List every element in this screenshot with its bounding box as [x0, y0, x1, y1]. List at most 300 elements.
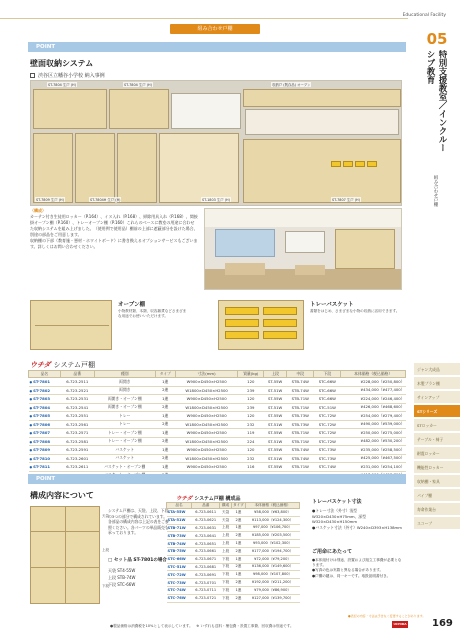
table-cell: 1連	[231, 540, 245, 548]
table-cell: 上段	[220, 547, 231, 555]
table-cell: STB-73W	[287, 420, 314, 429]
table-cell: 2連	[231, 547, 245, 555]
table-cell: W1800×D450×H2500	[175, 420, 238, 429]
table-cell: STC-74W	[314, 463, 341, 472]
table-cell: 232	[238, 454, 264, 463]
order-note: ●戸棚の鍵は、同一キーです。取扱説明書付き。	[312, 573, 391, 578]
table-row	[29, 429, 406, 438]
component-code: STC-74W	[167, 586, 192, 594]
table-cell: ST-51W	[264, 403, 287, 412]
table-cell: W900×D450×H2500	[175, 463, 238, 472]
open-shelf-desc: 小物教材類、本類、収容雑貨などさまざまな用途でお使いいただけます。	[118, 309, 187, 318]
table-cell: 1連	[155, 378, 175, 387]
sidebar-category-tab[interactable]: STシリーズ	[414, 404, 460, 417]
lower-cabinet	[75, 133, 115, 203]
table-cell: 天袋	[220, 509, 231, 517]
table-cell: 6-723-0621	[192, 516, 220, 524]
component-code: STC-73W	[167, 579, 192, 587]
table-cell: ST-55W	[264, 378, 287, 387]
table-cell: STB-71W	[287, 395, 314, 404]
case-study-subtitle	[30, 72, 105, 79]
component-code: STC-51W	[167, 563, 192, 571]
table-cell: 6-723-0701	[192, 579, 220, 587]
lower-cabinet	[33, 133, 73, 203]
table-cell: 6-723-2571	[60, 429, 94, 438]
yellow-tray	[263, 331, 297, 339]
table-cell: ¥228,000（¥250,800）	[341, 378, 406, 387]
table-cell: ST-51W	[264, 437, 287, 446]
set-example-lines	[108, 567, 136, 588]
table-cell: 下段	[220, 579, 231, 587]
table-cell: 下段	[220, 571, 231, 579]
set-line: 下段 STC-66W	[108, 582, 136, 587]
table-cell: 6-723-0641	[192, 532, 220, 540]
table-cell: 下段	[220, 594, 231, 602]
table-cell: STB-74W	[287, 446, 314, 455]
table-cell: STB-71W	[287, 463, 314, 472]
table-cell: 2連	[231, 563, 245, 571]
table-cell: 2連	[155, 437, 175, 446]
table-cell: 下段	[220, 563, 231, 571]
table-cell: 120	[238, 412, 264, 421]
component-code: STC-72W	[167, 571, 192, 579]
table-cell: ¥482,000（¥530,200）	[341, 437, 406, 446]
table-cell: ST-51W	[264, 454, 287, 463]
table-cell: トレー・オープン棚	[94, 437, 155, 446]
photo-callout: ST-7807 生戸 (H)	[332, 198, 360, 202]
col-header: 寸法(mm)	[175, 371, 238, 378]
yellow-tray	[263, 319, 297, 327]
table-cell: W900×D450×H2500	[175, 429, 238, 438]
component-code: STC-76W	[167, 594, 192, 602]
component-code: STC-66W	[167, 555, 192, 563]
table-row	[167, 540, 300, 548]
point-strip-1: POINT	[28, 42, 406, 52]
table-cell: 6-723-2531	[60, 395, 94, 404]
table-cell: ¥185,000（¥203,500）	[246, 532, 300, 540]
component-code: STB-74W	[167, 540, 192, 548]
composition-note	[30, 208, 198, 290]
product-code: ● ST-7803	[29, 395, 61, 404]
col-header: 品名	[29, 371, 61, 378]
table-cell: 両開き・オープン棚	[94, 395, 155, 404]
component-table-body	[167, 509, 300, 603]
table-cell: ST-55W	[264, 446, 287, 455]
table-cell: W900×D450×H2500	[175, 412, 238, 421]
set-line: 上段 STB-74W	[108, 575, 136, 580]
yellow-bin	[367, 161, 377, 167]
upper-cabinet	[243, 89, 401, 107]
table-cell: ¥58,000（¥63,800）	[246, 509, 300, 517]
table-cell: バスケット	[94, 446, 155, 455]
table-cell: 239	[238, 386, 264, 395]
price-table-body	[29, 378, 406, 480]
photo-callout: ST-7809 生戸 (H)	[36, 198, 64, 202]
yellow-tray	[225, 319, 259, 327]
table-row	[167, 579, 300, 587]
table-row	[167, 563, 300, 571]
order-note: ●本体組付けは別途、設置および組立工事費が必要となります。	[312, 558, 402, 568]
col-header: 中段	[287, 371, 314, 378]
tray-spec-line: ●トレー寸法（外寸）浅型 W320×D430×H75mm、深型 W320×D430×H150mm	[312, 508, 367, 524]
upper-cabinet	[109, 89, 169, 129]
table-row	[29, 454, 406, 463]
table-cell: STC-72W	[314, 412, 341, 421]
product-code: ● ST-7811	[29, 463, 61, 472]
table-cell: 1連	[155, 446, 175, 455]
photo-callout: ST-7804H 生戸 (H)	[90, 198, 121, 202]
table-cell: 6-723-0671	[192, 555, 220, 563]
sidebar-category-tab[interactable]: 木製プラン棚	[414, 376, 460, 389]
product-code: ● ST-7802	[29, 386, 61, 395]
table-cell: 両開き	[94, 378, 155, 387]
table-cell: W1800×D450×H2500	[175, 454, 238, 463]
table-cell: 上段	[220, 540, 231, 548]
table-cell: 両開き	[94, 386, 155, 395]
col-header: 上段	[264, 371, 287, 378]
table-row	[29, 446, 406, 455]
table-cell: 6-723-0691	[192, 571, 220, 579]
chapter-vertical-subtitle: 組み合わせ戸棚	[433, 175, 438, 207]
product-code: ● ST-7810	[29, 454, 61, 463]
table-cell: W900×D450×H2500	[175, 378, 238, 387]
table-row	[167, 516, 300, 524]
table-row	[29, 386, 406, 395]
section-title-wall-storage: 壁面収納システム	[30, 59, 94, 68]
table-cell: STB-74W	[287, 454, 314, 463]
table-cell: 下段	[220, 586, 231, 594]
table-cell: 120	[238, 378, 264, 387]
yellow-tray	[225, 331, 259, 339]
table-cell: W1800×D450×H2500	[175, 403, 238, 412]
photo-callout: ST-1803 生戸 (H)	[202, 198, 230, 202]
sidebar-category-tab[interactable]: パイプ棚	[414, 488, 460, 501]
tray-spec-body	[312, 508, 404, 530]
table-cell: ST-55W	[264, 395, 287, 404]
table-cell: ST-55W	[264, 429, 287, 438]
table-cell: 2連	[231, 516, 245, 524]
table-cell: 224	[238, 437, 264, 446]
table-cell: 1連	[231, 555, 245, 563]
sidebar-category-list	[414, 362, 460, 530]
table-cell: ¥93,000（¥102,300）	[246, 540, 300, 548]
table-cell: 2連	[231, 579, 245, 587]
table-cell: 1連	[155, 429, 175, 438]
table-cell: STC-72W	[314, 420, 341, 429]
component-code: STB-71W	[167, 524, 192, 532]
table-cell: 2連	[155, 386, 175, 395]
col-header: 品番	[192, 503, 220, 509]
table-cell: 1連	[231, 509, 245, 517]
table-cell: W900×D450×H2500	[175, 446, 238, 455]
table-cell: STB-71W	[287, 403, 314, 412]
table-cell: 6-723-0611	[192, 509, 220, 517]
shelf-label-top: 天袋	[102, 514, 109, 518]
footer-note: ●表記の内容・寸法は予告なく変更することがあります。	[348, 614, 426, 618]
col-header: 質量(kg)	[238, 371, 264, 378]
series-title: システム戸棚	[53, 361, 95, 369]
photo-callout: 収納戸 (既存品) オープン	[272, 83, 311, 87]
table-cell: STB-73W	[287, 412, 314, 421]
yellow-tray	[263, 307, 297, 315]
table-cell: 6-723-0661	[192, 547, 220, 555]
table-cell: ST-51W	[264, 420, 287, 429]
uchida-logo: UCHIDA	[393, 622, 407, 626]
tray-basket-desc: 書類をはじめ、さまざまな小物の収納に活用できます。	[310, 309, 400, 313]
table-row	[29, 403, 406, 412]
product-code: ● ST-7806	[29, 420, 61, 429]
table-cell: W1800×D450×H2500	[175, 437, 238, 446]
composition-note-title: 〈構成〉	[30, 208, 46, 213]
product-code: ● ST-7807	[29, 429, 61, 438]
table-row	[29, 437, 406, 446]
table-cell: 6-723-0651	[192, 540, 220, 548]
table-cell: ¥192,000（¥211,200）	[246, 579, 300, 587]
order-note: ●写真の色は実際と異なる場合があります。	[312, 568, 384, 573]
footer-text: ●製品価格は消費税を10%として表示しています。 ※ いずれも送料・梱包費・設置工事費、回収費は別途です。	[110, 624, 294, 628]
table-cell: 両開き・オープン棚	[94, 403, 155, 412]
table-cell: 6-723-0721	[192, 594, 220, 602]
tray-spec-line: ●バスケット寸法（外寸）W240×D393×H138mm	[312, 524, 402, 530]
table-cell: ST-51W	[264, 386, 287, 395]
table-cell: ST-55W	[264, 463, 287, 472]
col-header: タイプ	[233, 503, 244, 507]
yellow-bin	[355, 161, 365, 167]
chapter-number: 05	[426, 30, 448, 48]
table-cell: ¥490,000（¥539,000）	[341, 420, 406, 429]
table-cell: 6-723-2581	[60, 437, 94, 446]
table-cell: ¥224,000（¥246,400）	[341, 395, 406, 404]
table-cell: 6-723-2611	[60, 463, 94, 472]
product-code: ● ST-7809	[29, 446, 61, 455]
open-shelf-product-image	[30, 300, 112, 350]
table-cell: 1連	[155, 395, 175, 404]
tray-basket-product-image	[218, 300, 304, 350]
sidebar-category-tab[interactable]: スコープ	[414, 516, 460, 529]
table-cell: 1連	[231, 571, 245, 579]
table-cell: ¥231,000（¥254,100）	[341, 463, 406, 472]
product-code: ● ST-7805	[29, 412, 61, 421]
table-cell: 2連	[231, 594, 245, 602]
table-cell: 6-723-2561	[60, 420, 94, 429]
table-cell: 6-723-2521	[60, 386, 94, 395]
table-cell: ¥113,000（¥124,300）	[246, 516, 300, 524]
table-cell: ¥177,000（¥194,700）	[246, 547, 300, 555]
component-code: STB-75W	[167, 547, 192, 555]
table-cell: ¥235,000（¥258,500）	[341, 446, 406, 455]
table-cell: ¥72,000（¥79,200）	[246, 555, 300, 563]
sidebar-category-tab[interactable]: STロッカー	[414, 418, 460, 431]
table-cell: 天袋	[220, 516, 231, 524]
table-cell: ¥434,000（¥477,400）	[341, 386, 406, 395]
section-title-composition: 構成内容について	[30, 491, 94, 500]
table-cell: 6-723-0711	[192, 586, 220, 594]
sidebar-category-tab[interactable]: テーブル・椅子	[414, 432, 460, 445]
table-row	[167, 509, 300, 517]
table-cell: 6-723-2541	[60, 403, 94, 412]
component-price-table	[166, 502, 300, 603]
header-category: Educational Facility	[402, 13, 446, 18]
table-cell: STB-74W	[287, 378, 314, 387]
shelf-diagram-image	[30, 506, 100, 604]
table-row	[167, 555, 300, 563]
sub-series-heading	[176, 494, 240, 502]
table-row	[167, 594, 300, 602]
whiteboard	[171, 93, 241, 129]
table-cell: 1連	[155, 463, 175, 472]
composition-note-body: カーテン付き生徒用ロッカー（P.164）、イヌ入れ（P.168）、掃除用具入れ（P.168）、間接掛オープン棚（P.160）、トレーオープン棚（P.160）これらのベースに教室の用途に合わせた収納システムを組み上げました。（使用例で使用品）棚前の上部に遮蔽部分を設けた場合、別途の部品をご用意します。	[30, 214, 198, 237]
case-study-subtitle-text: 渋谷区立幡谷小学校 納入事例	[38, 73, 105, 79]
brand-logo-text: ウチダ	[30, 361, 51, 369]
table-row	[29, 412, 406, 421]
classroom-photo	[204, 208, 402, 290]
table-cell: 1連	[155, 412, 175, 421]
table-header-row	[29, 371, 406, 378]
table-cell: 2連	[231, 532, 245, 540]
sidebar-category-tab[interactable]: 寿命作業台	[414, 502, 460, 515]
col-header: 品名	[167, 503, 192, 509]
table-cell: 2連	[155, 403, 175, 412]
component-code: STA-51W	[167, 516, 192, 524]
col-header: 本体価格（税込価格）	[341, 371, 406, 378]
table-cell: 120	[238, 446, 264, 455]
table-row	[167, 547, 300, 555]
table-row	[167, 532, 300, 540]
table-cell: 120	[238, 395, 264, 404]
yellow-tray	[225, 307, 259, 315]
header-divider	[0, 18, 408, 19]
table-cell: ST-55W	[264, 412, 287, 421]
yellow-bin	[343, 161, 353, 167]
table-cell: 6-723-2601	[60, 454, 94, 463]
table-cell: バスケット	[94, 454, 155, 463]
table-cell: 6-723-2591	[60, 446, 94, 455]
table-cell: STC-66W	[314, 395, 341, 404]
checkbox-square-icon	[30, 73, 35, 78]
table-cell: ¥250,000（¥275,000）	[341, 429, 406, 438]
table-row	[29, 420, 406, 429]
col-header: タイプ	[155, 371, 175, 378]
table-cell: STC-51W	[314, 403, 341, 412]
page-number: 169	[432, 618, 453, 629]
col-header: 下段	[314, 371, 341, 378]
table-cell: STB-74W	[287, 386, 314, 395]
photo-callout: ST-7804 生戸 (H)	[48, 83, 76, 87]
table-row	[167, 524, 300, 532]
order-notes-body	[312, 558, 404, 579]
table-cell: トレー・オープン棚	[94, 429, 155, 438]
sidebar-category-tab[interactable]: サインアップ	[414, 390, 460, 403]
table-cell: STC-73W	[314, 454, 341, 463]
sidebar-category-tab[interactable]: 機能性ロッカー	[414, 460, 460, 473]
table-cell: 上段	[220, 524, 231, 532]
table-cell: ¥98,000（¥107,800）	[246, 571, 300, 579]
table-row	[167, 571, 300, 579]
table-cell: 2連	[155, 454, 175, 463]
table-cell: トレー	[94, 412, 155, 421]
table-cell: STC-66W	[314, 378, 341, 387]
table-cell: 6-723-2551	[60, 412, 94, 421]
table-cell: STC-72W	[314, 429, 341, 438]
table-cell: W1800×D450×H2500	[175, 386, 238, 395]
table-cell: 2連	[155, 420, 175, 429]
table-cell: 6-723-0631	[192, 524, 220, 532]
composition-description: システム戸棚は、天袋、上段、下段の3つの部分で構成されています。各部品の構成内容は上記の表をご参照ください。各パーツの単品販売も承っております。	[108, 508, 169, 535]
table-cell: 1連	[231, 524, 245, 532]
product-code: ● ST-7801	[29, 378, 61, 387]
table-cell: ¥425,000（¥467,500）	[341, 454, 406, 463]
table-cell: 6-723-0681	[192, 563, 220, 571]
table-cell: STC-66W	[314, 386, 341, 395]
table-cell: ¥254,000（¥279,400）	[341, 412, 406, 421]
curtain-lockers	[245, 109, 399, 135]
shelf-label-mid: 上段	[102, 548, 109, 552]
table-cell: バスケット・オープン棚	[94, 463, 155, 472]
product-code: ● ST-7804	[29, 403, 61, 412]
table-cell: STB-71W	[287, 429, 314, 438]
photo-callout: ST-7804 生戸 (H)	[124, 83, 152, 87]
col-header: 種別	[94, 371, 155, 378]
table-cell: 116	[238, 463, 264, 472]
table-cell: ¥79,000（¥86,900）	[246, 586, 300, 594]
shelf-label-bottom: 下段	[102, 584, 109, 588]
table-cell: STB-71W	[287, 437, 314, 446]
yellow-bin	[331, 161, 341, 167]
chapter-vertical-title: 特別支援教室／インクルーシブ教育	[425, 50, 447, 152]
table-cell: 232	[238, 420, 264, 429]
lower-cubby-unit	[243, 139, 401, 203]
point-strip-2: POINT	[28, 474, 406, 484]
open-shelf-title: オープン棚	[118, 302, 146, 308]
table-cell: ¥426,000（¥468,600）	[341, 403, 406, 412]
tray-spec-title: トレーバスケット寸法	[312, 499, 362, 505]
table-cell: 119	[238, 429, 264, 438]
set-line: 天袋 ST4-55W	[108, 568, 136, 573]
component-code: STA-55W	[167, 509, 192, 517]
tray-basket-title: トレーバスケット	[310, 302, 354, 308]
series-heading	[30, 360, 95, 370]
table-cell: STC-72W	[314, 437, 341, 446]
open-shelf-cabinet	[159, 133, 239, 203]
table-cell: ¥136,000（¥149,600）	[246, 563, 300, 571]
order-notes-title: ご用命にあたって	[312, 549, 353, 555]
composition-note-extra: 収納棚の下部（教育施・悪材・ホワイトボード）に書き換えるオプションサービスもございます。詳しくはお問い合わせください。	[30, 238, 198, 249]
table-cell: ¥97,000（¥106,700）	[246, 524, 300, 532]
table-cell: 6-723-2511	[60, 378, 94, 387]
table-cell: W900×D450×H2500	[175, 395, 238, 404]
col-header: 品番	[60, 371, 94, 378]
table-cell: STC-73W	[314, 446, 341, 455]
table-row	[29, 463, 406, 472]
section-banner: 組み合わせ戸棚	[170, 24, 260, 34]
component-code: STB-73W	[167, 532, 192, 540]
table-cell: 上段	[220, 532, 231, 540]
sidebar-category-tab[interactable]: 収納棚・家具	[414, 474, 460, 487]
table-row	[29, 378, 406, 387]
table-row	[167, 586, 300, 594]
lower-cabinet	[117, 133, 157, 203]
product-code: ● ST-7808	[29, 437, 61, 446]
table-cell: 239	[238, 403, 264, 412]
sidebar-category-tab[interactable]: 耐震ロッカー	[414, 446, 460, 459]
sidebar-category-tab[interactable]: ジャン大成品	[414, 362, 460, 375]
price-table	[28, 370, 406, 480]
table-cell: 1連	[231, 586, 245, 594]
case-study-photo	[30, 80, 402, 206]
table-cell: トレー	[94, 420, 155, 429]
col-header: 構成	[220, 503, 231, 509]
brand-logo-text: ウチダ	[176, 496, 193, 502]
